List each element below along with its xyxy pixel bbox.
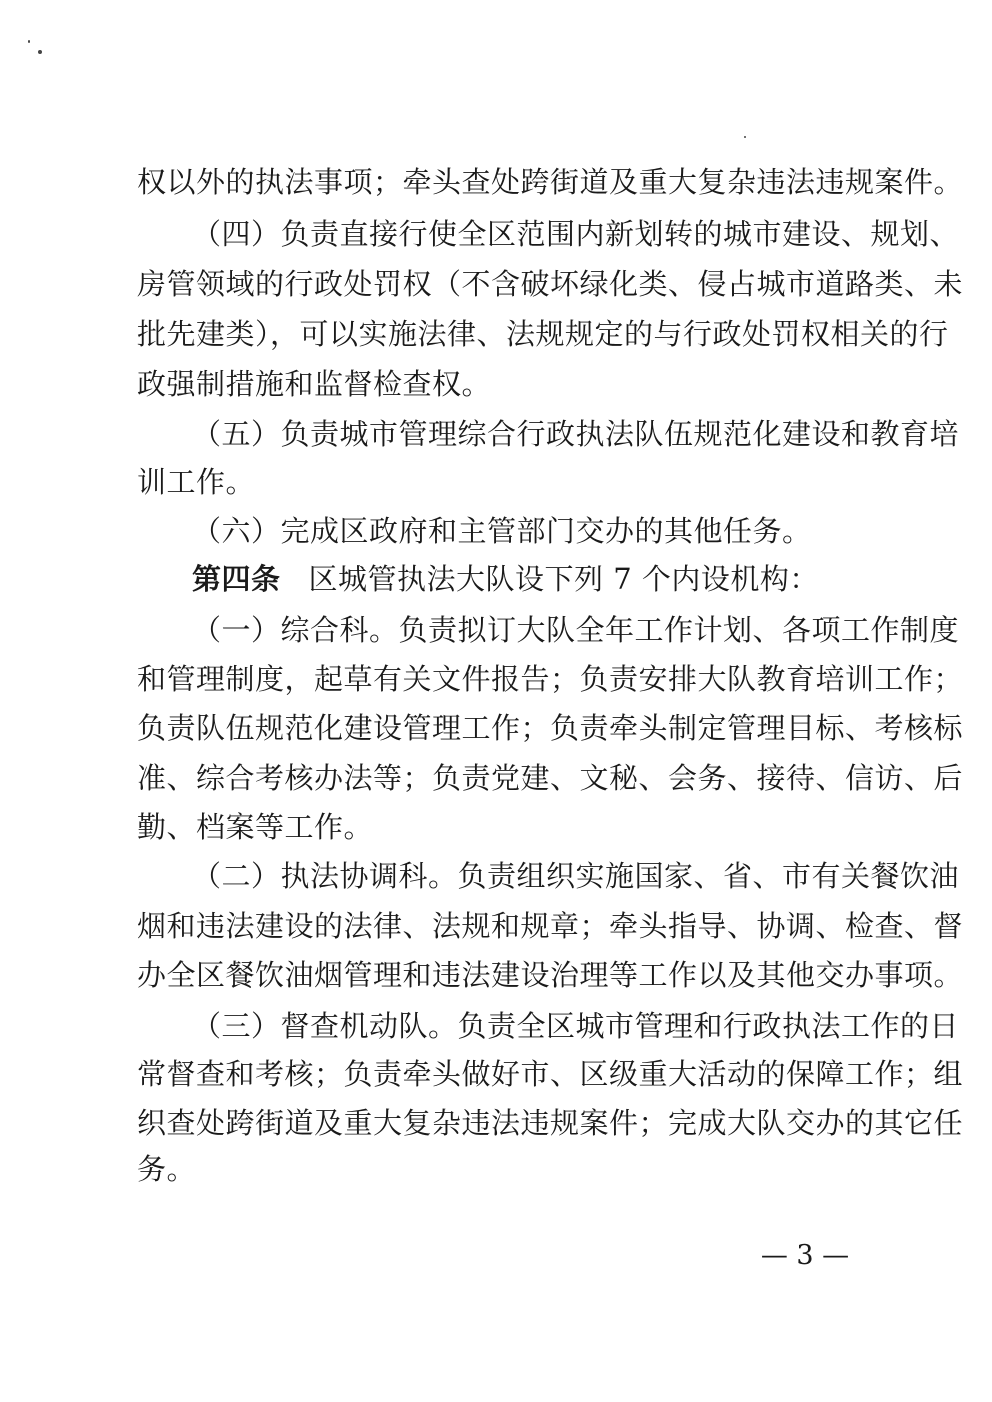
text-line: （三）督查机动队。负责全区城市管理和行政执法工作的日 [192,1009,960,1043]
scan-speck [28,40,30,43]
text-line: 常督查和考核；负责牵头做好市、区级重大活动的保障工作；组 [137,1057,964,1091]
text-line: （六）完成区政府和主管部门交办的其他任务。 [192,514,812,548]
text-line: 训工作。 [137,465,256,499]
text-line: （一）综合科。负责拟订大队全年工作计划、各项工作制度 [192,613,960,647]
page-number: — 3 — [760,1240,850,1271]
text-line: （二）执法协调科。负责组织实施国家、省、市有关餐饮油 [192,859,960,893]
text-line: （四）负责直接行使全区范围内新划转的城市建设、规划、 [192,217,960,251]
text-line: 政强制措施和监督检查权。 [137,367,492,401]
text-line: 办全区餐饮油烟管理和违法建设治理等工作以及其他交办事项。 [137,958,964,992]
text-line: 和管理制度，起草有关文件报告；负责安排大队教育培训工作； [137,662,964,696]
text-line: 务。 [137,1152,197,1186]
text-line: 烟和违法建设的法律、法规和规章；牵头指导、协调、检查、督 [137,909,964,943]
article-heading: 第四条 [192,562,281,596]
text-line: 房管领域的行政处罚权（不含破坏绿化类、侵占城市道路类、未 [137,267,964,301]
scan-speck [38,50,42,54]
text-line: 织查处跨街道及重大复杂违法违规案件；完成大队交办的其它任 [137,1106,964,1140]
text-line: （五）负责城市管理综合行政执法队伍规范化建设和教育培 [192,417,960,451]
text-line: 勤、档案等工作。 [137,810,374,844]
article-line [192,555,877,604]
article-text: 区城管执法大队设下列 7 个内设机构： [308,562,819,596]
text-line: 批先建类），可以实施法律、法规规定的与行政处罚权相关的行 [137,317,949,351]
text-line: 负责队伍规范化建设管理工作；负责牵头制定管理目标、考核标 [137,711,964,745]
scan-speck [744,136,746,138]
text-line: 准、综合考核办法等；负责党建、文秘、会务、接待、信访、后 [137,761,964,795]
text-line: 权以外的执法事项；牵头查处跨街道及重大复杂违法违规案件。 [137,165,964,199]
